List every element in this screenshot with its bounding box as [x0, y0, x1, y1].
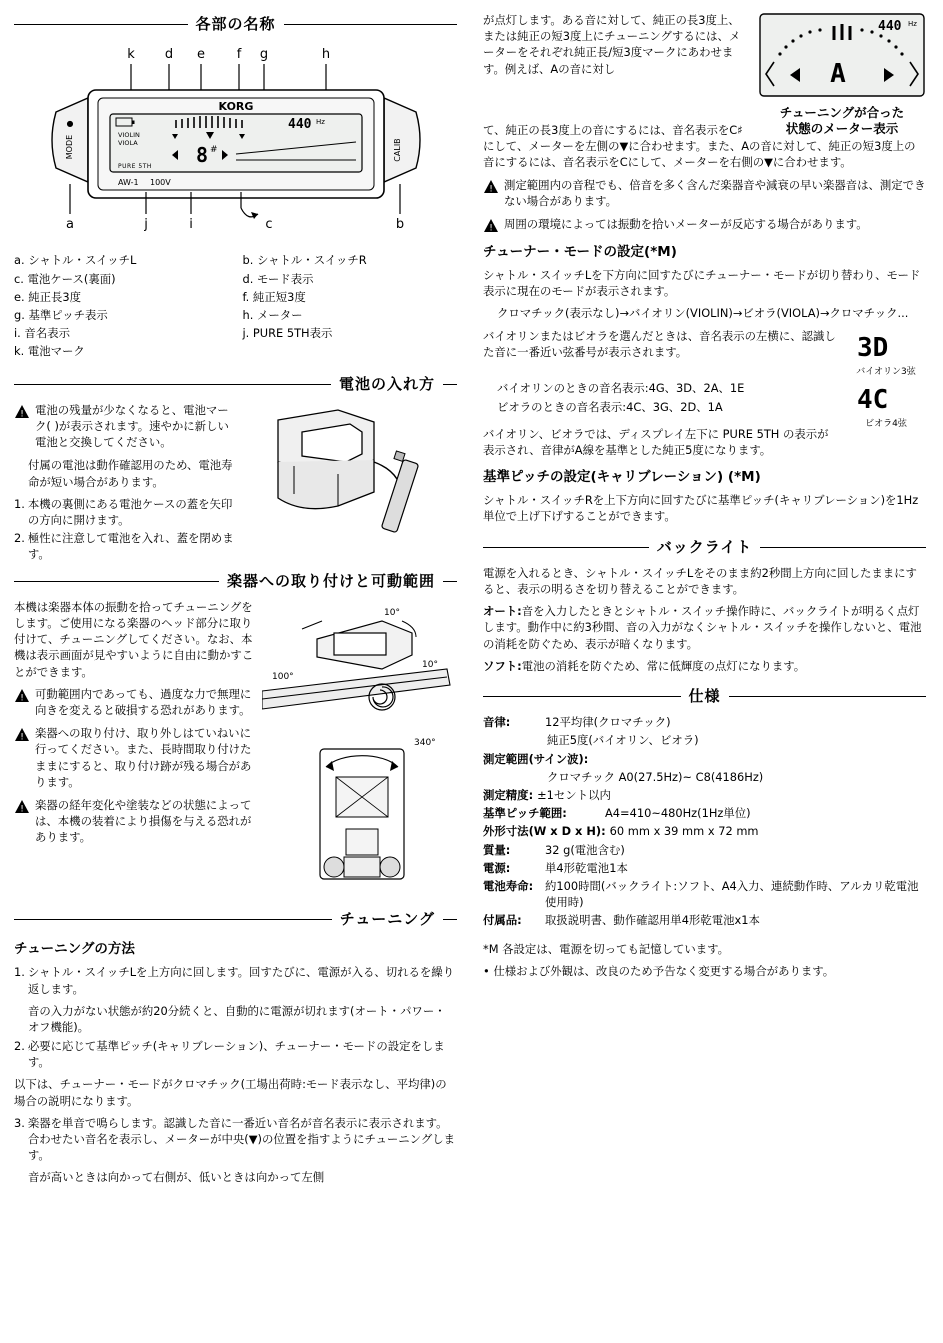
tuner-mode-p4b: ビオラのときの音名表示:4C、3G、2D、1A [497, 399, 723, 414]
spec-row-range [483, 751, 926, 767]
lcd-viola-svg [853, 380, 919, 414]
step-text: 必要に応じて基準ピッチ(キャリブレーション)、チューナー・モードの設定をします。 [27, 1039, 445, 1070]
tuning-step-2 [14, 1038, 457, 1070]
spec-value: 取扱説明書、動作確認用単4形乾電池x1本 [545, 913, 760, 928]
subsection-tuner-mode: チューナー・モードの設定(*M) [483, 243, 677, 260]
shuttle-switch-right-shape [384, 98, 420, 182]
svg-text:KORG: KORG [218, 100, 253, 114]
mounting-note-1 [14, 686, 254, 718]
spec-footnote-1: *M 各設定は、電源を切っても記憶しています。 [483, 941, 730, 956]
svg-text:100V: 100V [149, 178, 171, 188]
backlight-soft-text: 電池の消耗を防ぐため、常に低輝度の点灯になります。 [521, 658, 806, 673]
svg-text:100°: 100° [272, 671, 294, 682]
tuner-mode-p3: バイオリンまたはビオラを選んだときは、音名表示の左横に、認識した音に一番近い弦番号が表示されます。 [483, 328, 836, 359]
spec-value: 単4形乾電池1本 [545, 860, 628, 875]
rule-right-3 [443, 581, 457, 582]
lcd-pitch-text: 440 [878, 19, 902, 34]
section-title-battery: 電池の入れ方 [338, 374, 435, 393]
warning-icon [14, 688, 30, 703]
rule-right-4 [443, 919, 457, 920]
svg-text:k: k [126, 47, 135, 63]
note-text: 測定範囲内の音程でも、倍音を多く含んだ楽器音や減衰の早い楽器音は、測定できない場合があります。 [504, 177, 926, 208]
step-number: 2. [14, 1039, 25, 1054]
spec-row-onritsu [483, 714, 926, 730]
section-header-battery [14, 374, 457, 395]
backlight-soft-label: ソフト: [483, 658, 522, 673]
rule-left [14, 24, 188, 25]
section-header-tuning [14, 909, 457, 930]
rule-right-spec [729, 696, 927, 697]
section-title-parts: 各部の名称 [195, 15, 276, 33]
backlight-auto-label: オート: [483, 604, 522, 619]
tuner-mode-p4a: バイオリンのときの音名表示:4G、3D、2A、1E [497, 380, 745, 395]
spec-label: 質量: [483, 842, 511, 857]
parts-legend [14, 252, 457, 359]
svg-text:MODE: MODE [64, 135, 74, 160]
battery-note [14, 402, 236, 451]
legend-item-i: i. 音名表示 [14, 326, 70, 341]
svg-text:a: a [65, 217, 74, 233]
warning-icon [14, 404, 30, 419]
legend-item-g: g. 基準ピッチ表示 [14, 308, 108, 323]
rule-left-2 [14, 384, 331, 385]
subsection-calibration: 基準ピッチの設定(キャリブレーション) (*M) [483, 469, 761, 486]
battery-diagram-svg [242, 402, 457, 552]
warning-icon [483, 218, 499, 233]
legend-item-h: h. メーター [242, 308, 303, 323]
rule-left-bl [483, 547, 649, 548]
section-header-parts [14, 14, 457, 35]
tuning-step-1-note: 音の入力がない状態が約20分続くと、自動的に電源が切れます(オート・パワー・オフ機能)。 [28, 1003, 446, 1034]
spec-row-accuracy [483, 787, 926, 803]
right-intro-text-2: て、純正の長3度上の音にするには、音名表示をC♯にして、メーターを左側の▼に合わせます。また、Aの音に対して、純正の短3度上の音にするには、音名表示をCにして、メーターを右側の▼に合わせます。 [483, 123, 916, 170]
warning-icon [483, 179, 499, 194]
spec-label: 測定範囲(サイン波): [483, 751, 589, 766]
backlight-auto-text: 音を入力したときとシャトル・スイッチ操作時に、バックライトが明るく点灯します。動作中に約3秒間、音の入力がなくシャトル・スイッチを操作しないと、電池の消耗を防ぐため、表示が暗くなります。 [483, 604, 922, 651]
note-text: 周囲の環境によっては振動を拾いメーターが反応する場合があります。 [504, 216, 868, 231]
spec-value: 32 g(電池含む) [545, 842, 625, 857]
warning-icon [14, 799, 30, 814]
lcd-violin-value: 3D [857, 332, 889, 362]
svg-text:Hz: Hz [908, 20, 917, 28]
battery-step-1 [14, 496, 236, 528]
spec-row-onritsu-2 [483, 732, 926, 748]
spec-label: 電源: [483, 860, 511, 875]
shuttle-switch-left-shape [52, 98, 88, 182]
lcd-note-text: A [830, 59, 846, 89]
spec-table [483, 714, 926, 928]
svg-text:d: d [164, 47, 173, 63]
spec-value: 約100時間(バックライト:ソフト、A4入力、連続動作時、アルカリ乾電池使用時) [545, 878, 919, 910]
step-number: 1. [14, 496, 25, 511]
tuning-steps-3 [14, 1115, 457, 1164]
warning-icon [14, 727, 30, 742]
tuning-steps-2 [14, 1038, 457, 1070]
spec-row-dimensions [483, 823, 926, 839]
subsection-tuning-method: チューニングの方法 [14, 941, 135, 958]
svg-text:j: j [143, 217, 148, 233]
spec-value: 12平均律(クロマチック) [545, 715, 671, 730]
spec-label: 音律: [483, 715, 511, 730]
spec-label: 付属品: [483, 913, 522, 928]
spec-row-weight [483, 842, 926, 858]
right-column [483, 12, 926, 1343]
svg-text:PURE 5TH: PURE 5TH [117, 163, 152, 171]
rule-left-3 [14, 581, 219, 582]
lcd-viola-caption: ビオラ4弦 [865, 418, 907, 429]
calibration-p1: シャトル・スイッチRを上下方向に回すたびに基準ピッチ(キャリブレーション)を1Hz単位で上げ下げすることができます。 [483, 493, 919, 524]
spec-row-battery-life [483, 878, 926, 910]
note-text: 可動範囲内であっても、過度な力で無理に向きを変えると破損する恐れがあります。 [35, 686, 252, 718]
mounting-figure [262, 599, 457, 903]
rule-left-spec [483, 696, 681, 697]
spec-row-range-2 [483, 769, 926, 785]
spec-row-accessories [483, 912, 926, 928]
svg-text:#: # [209, 145, 218, 156]
mounting-body: 本機は楽器本体の振動を拾ってチューニングをします。ご使用になる楽器のヘッド部分に取り付けて、チューニングしてください。なお、本機は表示画面が見やすいように自由に動かすことができます。 [14, 599, 254, 679]
battery-figure [242, 402, 457, 556]
step-text: 楽器を単音で鳴らします。認識した音に一番近い音名が音名表示に表示されます。合わせたい音名を表示し、メーターが中央(▼)の位置を指すようにチューニングします。 [27, 1115, 456, 1163]
section-header-backlight [483, 537, 926, 558]
svg-text:g: g [259, 47, 268, 63]
spec-row-pitchrange [483, 805, 926, 821]
section-header-spec [483, 686, 926, 707]
spec-label: 電池寿命: [483, 878, 534, 893]
step-text: 極性に注意して電池を入れ、蓋を閉めます。 [27, 531, 234, 562]
tuner-mode-p1: シャトル・スイッチLを下方向に回すたびにチューナー・モードが切り替わり、モード表示に現在のモードが表示されます。 [483, 268, 921, 299]
svg-text:e: e [196, 47, 205, 63]
spec-value: 純正5度(バイオリン、ビオラ) [547, 733, 699, 748]
spec-label: 測定精度: [483, 788, 534, 803]
mounting-note-2 [14, 725, 254, 790]
spec-footnote-2: • 仕様および外観は、改良のため予告なく変更する場合があります。 [483, 963, 835, 978]
svg-text:!: ! [489, 223, 493, 233]
measure-note-1 [483, 177, 926, 209]
svg-text:i: i [188, 217, 193, 233]
svg-text:f: f [236, 47, 241, 63]
section-title-spec: 仕様 [688, 686, 721, 705]
device-figure [14, 42, 457, 246]
svg-text:!: ! [20, 732, 24, 743]
lcd-viola-value: 4C [857, 384, 889, 414]
section-header-mounting [14, 571, 457, 592]
legend-item-a: a. シャトル・スイッチL [14, 253, 137, 268]
spec-value: クロマチック A0(27.5Hz)~ C8(4186Hz) [547, 769, 764, 784]
tuning-mid-text: 以下は、チューナー・モードがクロマチック(工場出荷時:モード表示なし、平均律)の場合の説明になります。 [14, 1077, 447, 1108]
two-column-layout [14, 12, 929, 1343]
svg-text:Hz: Hz [315, 118, 325, 127]
lcd-viola-figure [846, 380, 926, 431]
lcd-tuned-caption: チューニングが合った 状態のメーター表示 [779, 105, 905, 137]
note-text: 楽器の経年変化や塗装などの状態によっては、本機の装着により損傷を与える恐れがあります。 [35, 797, 252, 845]
lcd-tuned-svg [758, 12, 926, 98]
lcd-violin-svg [853, 328, 919, 362]
battery-note-2: 付属の電池は動作確認用のため、電池寿命が短い場合があります。 [28, 458, 233, 489]
tuning-step-3 [14, 1115, 457, 1164]
section-title-tuning: チューニング [339, 909, 435, 928]
legend-item-b: b. シャトル・スイッチR [242, 253, 367, 268]
spec-value: 60 mm x 39 mm x 72 mm [609, 824, 759, 839]
legend-item-f: f. 純正短3度 [242, 289, 306, 304]
step-text: 本機の裏側にある電池ケースの蓋を矢印の方向に開けます。 [27, 496, 233, 528]
battery-step-2 [14, 530, 236, 562]
tuning-step-3-cont: 音が高いときは向かって右側が、低いときは向かって左側 [28, 1170, 325, 1185]
backlight-p1: 電源を入れるとき、シャトル・スイッチLをそのまま約2秒間上方向に回したままにすると、表示の明るさを切り替えることができます。 [483, 565, 917, 597]
spec-label: 外形寸法(W x D x H): [483, 824, 606, 839]
tuning-step-1 [14, 964, 457, 996]
legend-item-e: e. 純正長3度 [14, 289, 82, 304]
step-number: 2. [14, 531, 25, 546]
note-text: 楽器への取り付け、取り外しはていねいに行ってください。また、長時間取り付けたままにすると、取り付け跡が残る場合があります。 [35, 726, 252, 789]
spec-value: ±1セント以内 [537, 788, 611, 803]
step-number: 3. [14, 1115, 25, 1130]
svg-text:!: ! [20, 409, 24, 419]
svg-text:AW-1: AW-1 [117, 178, 139, 188]
legend-item-c: c. 電池ケース(裏面) [14, 271, 116, 286]
tuning-steps [14, 964, 457, 996]
section-title-mounting: 楽器への取り付けと可動範囲 [226, 571, 435, 590]
left-column [14, 12, 457, 1343]
backlight-auto [483, 603, 926, 652]
legend-item-k: k. 電池マーク [14, 344, 85, 359]
svg-text:c: c [264, 217, 273, 233]
svg-text:10°: 10° [422, 659, 438, 670]
lcd-violin-caption: バイオリン3弦 [856, 366, 916, 377]
svg-text:!: ! [489, 184, 493, 194]
legend-item-d: d. モード表示 [242, 271, 314, 286]
lcd-violin-figure [846, 328, 926, 379]
rule-right [284, 24, 458, 25]
svg-text:●: ● [66, 119, 73, 129]
legend-item-j: j. PURE 5TH表示 [242, 326, 333, 341]
svg-text:!: ! [20, 693, 24, 703]
step-number: 1. [14, 965, 25, 980]
rule-left-4 [14, 919, 332, 920]
rule-right-2 [443, 384, 457, 385]
spec-value: A4=410~480Hz(1Hz単位) [605, 806, 751, 821]
svg-text:VIOLIN: VIOLIN [117, 131, 140, 140]
tuner-mode-p2: クロマチック(表示なし)→バイオリン(VIOLIN)→ビオラ(VIOLA)→クロマチック... [497, 306, 909, 321]
svg-text:8: 8 [195, 143, 208, 168]
measure-note-2 [483, 216, 926, 233]
battery-note-text: 電池の残量が少なくなると、電池マーク( )が表示されます。速やかに新しい電池と交換してください。 [35, 402, 229, 450]
spec-row-power [483, 860, 926, 876]
right-intro-text: が点灯します。ある音に対して、純正の長3度上、または純正の短3度上にチューニングするには、メーターをそれぞれ純正長/短3度マークにあわせます。例えば、Aの音に対し [483, 13, 741, 76]
svg-text:b: b [395, 217, 404, 233]
svg-text:340°: 340° [414, 737, 436, 748]
svg-text:!: ! [20, 804, 24, 814]
svg-text:10°: 10° [384, 607, 400, 618]
device-diagram-svg [26, 42, 446, 242]
svg-text:CALIB: CALIB [392, 138, 402, 162]
svg-text:VIOLA: VIOLA [117, 139, 138, 148]
section-title-backlight: バックライト [656, 537, 753, 556]
tuner-mode-p5: バイオリン、ビオラでは、ディスプレイ左下に PURE 5TH の表示が表示され、音律がA線を基準とした純正5度になります。 [483, 426, 829, 457]
svg-text:440: 440 [287, 117, 311, 133]
lcd-tuned-figure [758, 12, 926, 138]
mounting-diagram-svg [262, 599, 457, 899]
rule-right-bl [760, 547, 926, 548]
svg-text:h: h [321, 47, 330, 63]
mounting-note-3 [14, 797, 254, 846]
backlight-soft [483, 658, 926, 674]
step-text: シャトル・スイッチLを上方向に回します。回すたびに、電源が入る、切れるを繰り返します。 [27, 965, 455, 996]
spec-label: 基準ピッチ範囲: [483, 806, 567, 821]
